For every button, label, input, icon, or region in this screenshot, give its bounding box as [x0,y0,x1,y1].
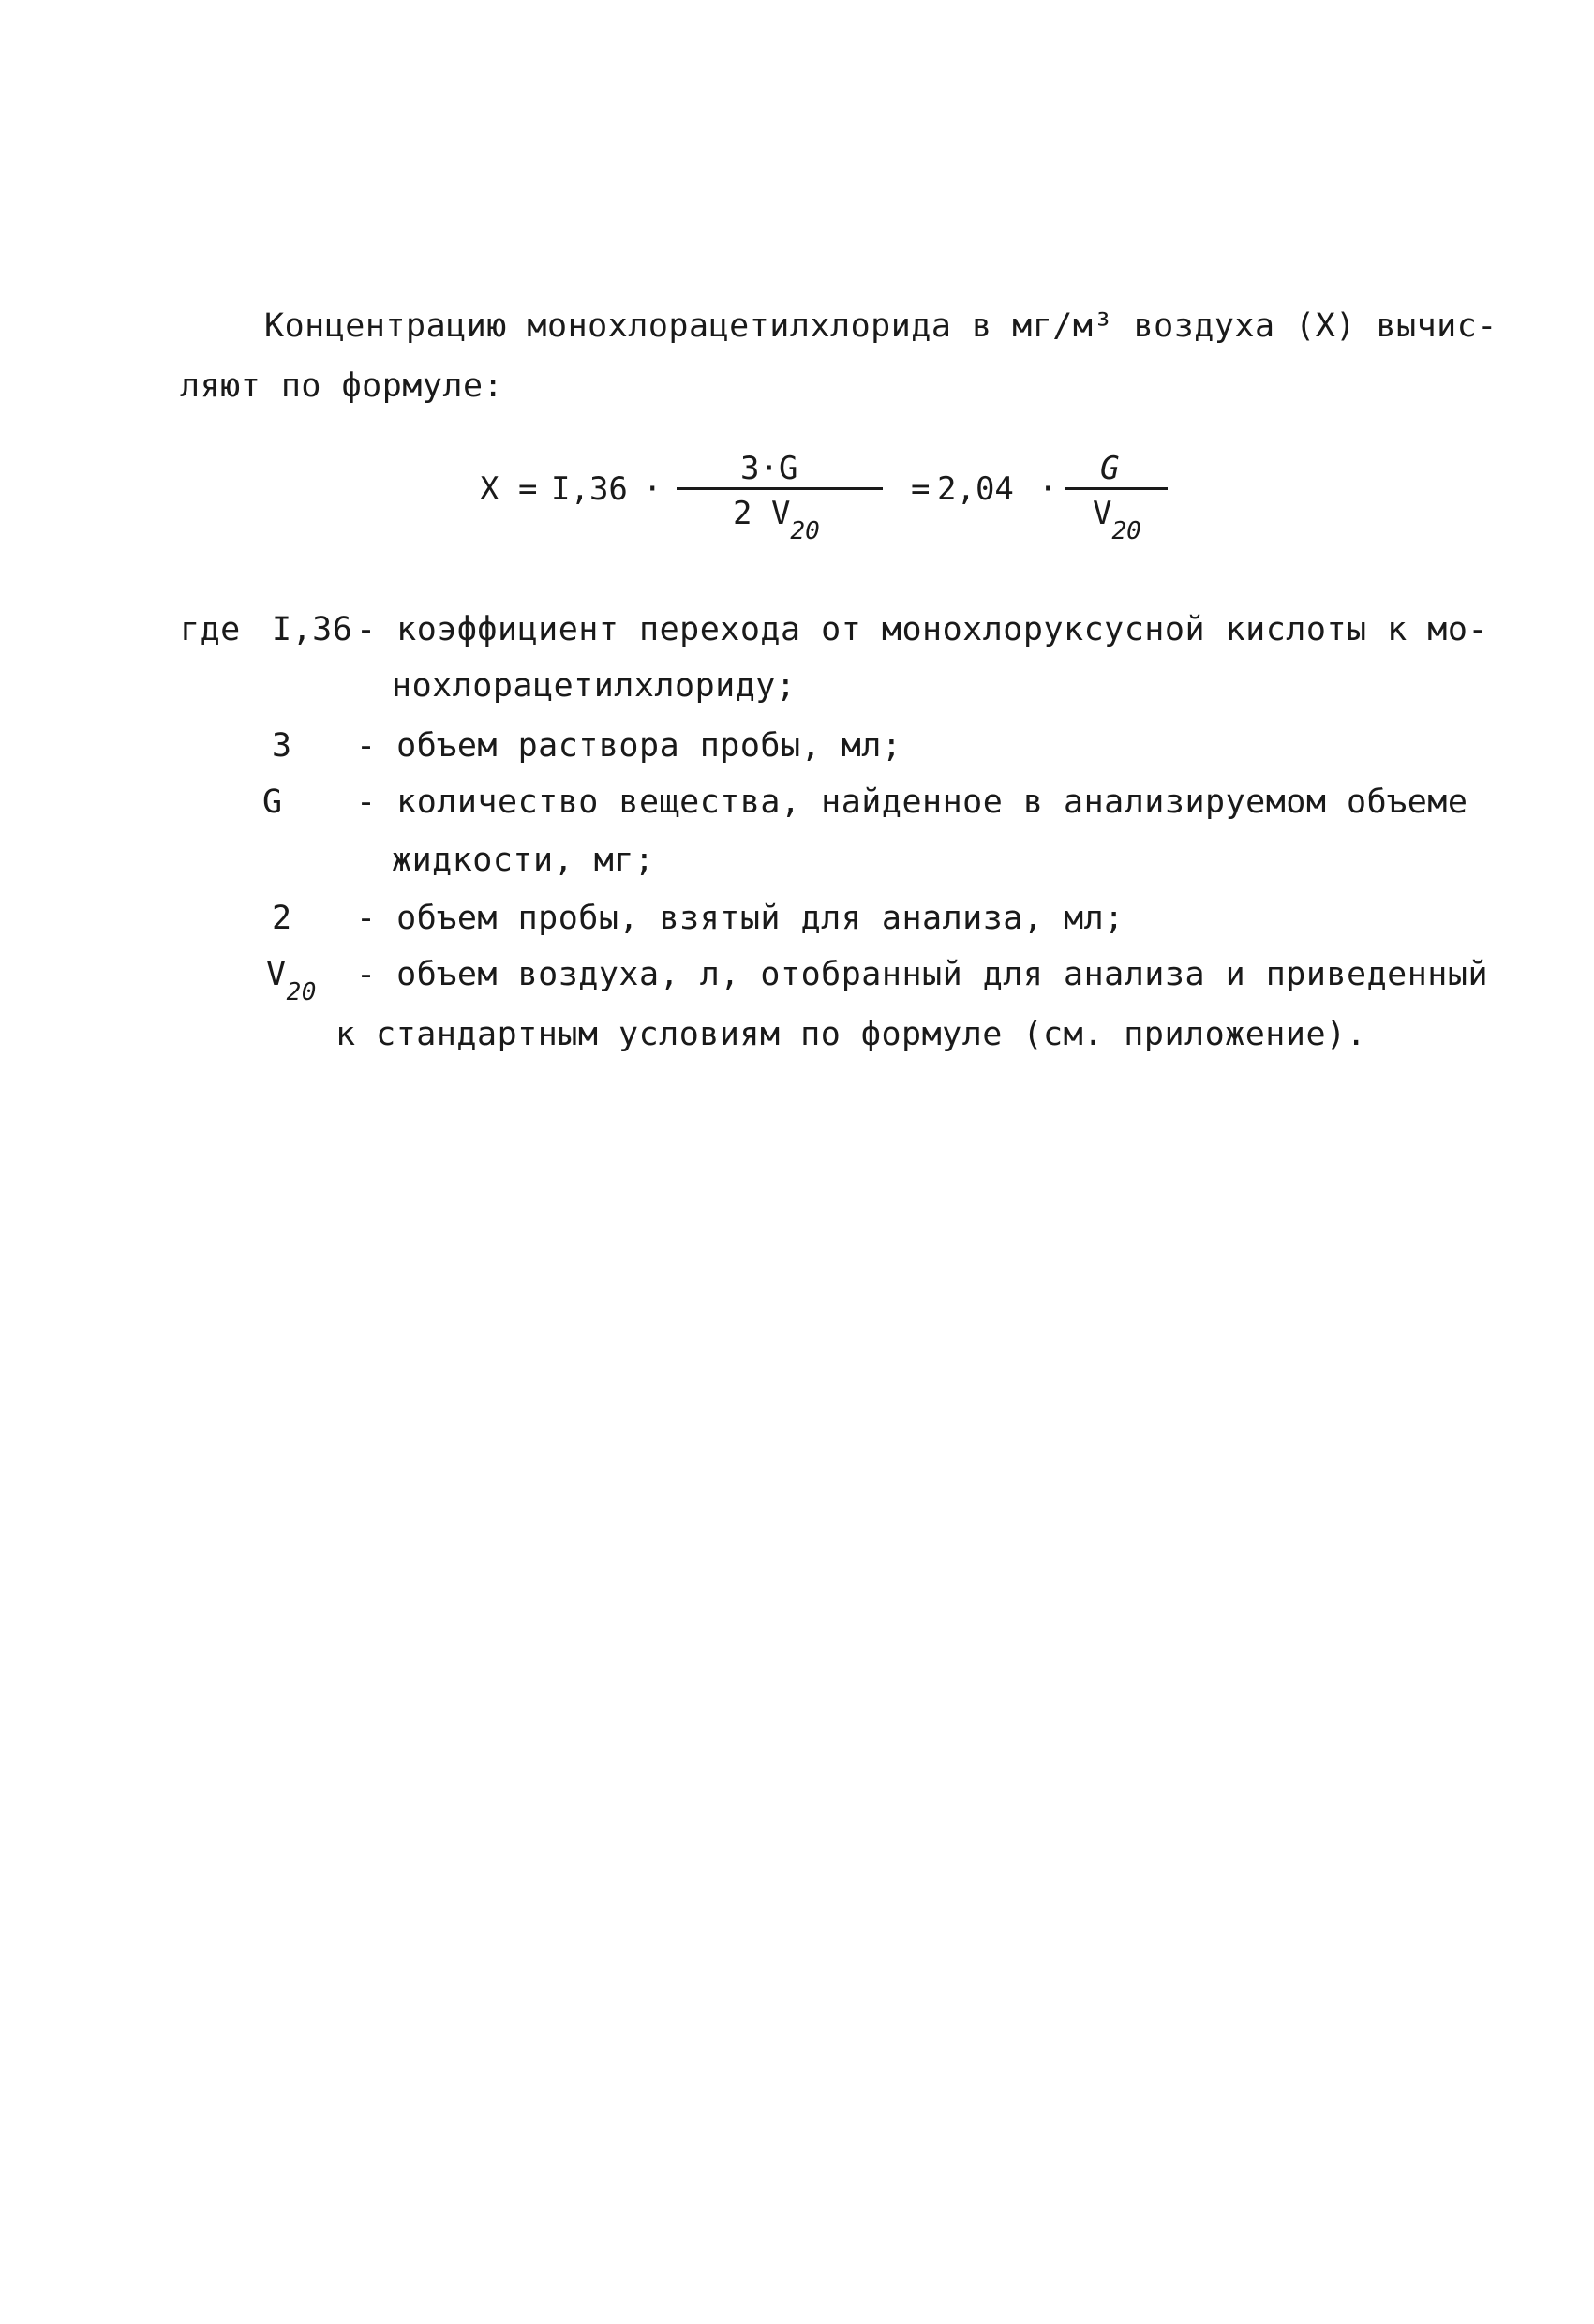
fraction-1-bar [677,487,883,490]
definition-text-3-line-1: - количество вещества, найденное в анализируемом объеме [356,783,1468,821]
fraction-2-numerator: G [1100,450,1120,487]
formula-multiply-2: · [1038,470,1058,508]
definition-symbol-3: G [262,783,283,821]
formula-coefficient-2: 2,04 [937,470,1014,508]
formula-equals-2: = [911,470,931,508]
formula-fraction-2 [1065,450,1168,553]
definition-symbol-4: 2 [272,900,292,937]
definition-symbol-5: $V_{20}$ [266,956,317,1006]
intro-line-2: ляют по формуле: [180,367,504,405]
definition-text-1-line-2: нохлорацетилхлориду; [392,667,797,705]
fraction-2-bar [1065,487,1168,490]
fraction-2-denominator: $V_{20}$ [1093,495,1141,545]
fraction-1-subscript: 20 [790,517,820,545]
formula-multiply-1: · [643,470,663,508]
formula-lhs: X = [480,470,538,508]
fraction-2-subscript: 20 [1111,517,1141,545]
definition-text-5-line-2: к стандартным условиям по формуле (см. приложение). [335,1016,1367,1053]
where-label: где [180,611,241,648]
intro-line-1: Концентрацию монохлорацетилхлорида в мг/м³ воздуха (X) вычис- [264,307,1497,345]
definition-symbol-1: I,36 [272,611,353,648]
fraction-1-denominator: 2 $V_{20}$ [733,495,820,545]
definition-text-5-line-1: - объем воздуха, л, отобранный для анализа и приведенный [356,956,1489,993]
definition-symbol-2: 3 [272,727,292,765]
formula [469,450,1218,562]
formula-fraction-1 [677,450,883,553]
definition-symbol-5-subscript: 20 [286,978,317,1006]
definition-text-2: - объем раствора пробы, мл; [356,727,902,765]
formula-coefficient-1: I,36 [551,470,628,508]
definition-text-1-line-1: - коэффициент перехода от монохлоруксусной кислоты к мо- [356,611,1489,648]
definition-text-4: - объем пробы, взятый для анализа, мл; [356,900,1125,937]
fraction-1-numerator: 3·G [740,450,798,487]
definition-text-3-line-2: жидкости, мг; [392,842,655,879]
